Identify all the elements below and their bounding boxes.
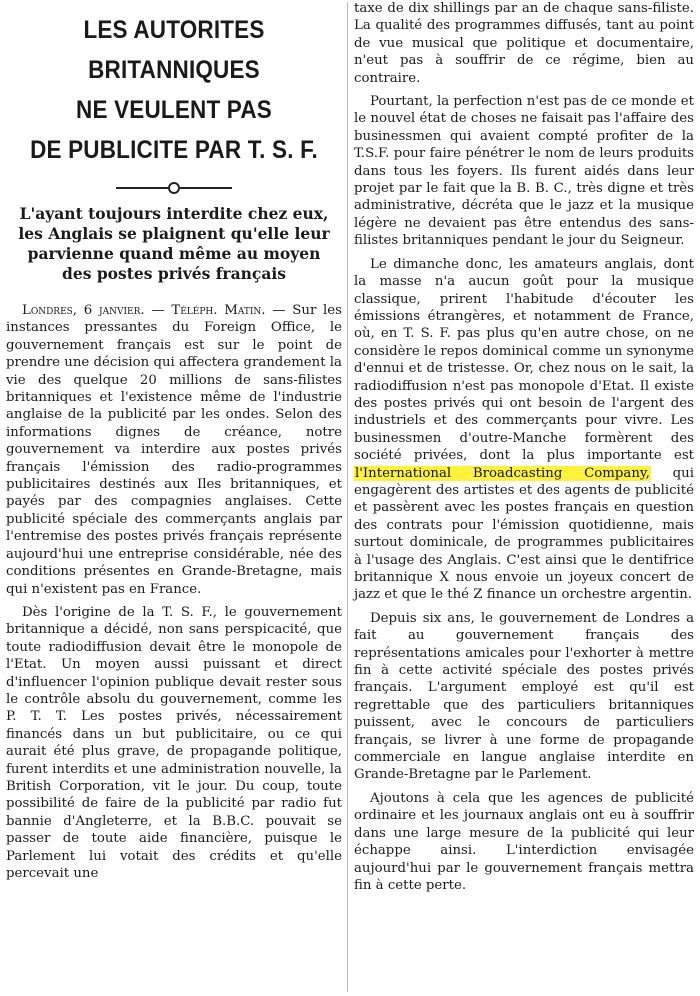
subheadline: L'ayant toujours interdite chez eux, les Anglais se plaignent qu'elle leur parvienne quand même au moyen des postes privés français <box>18 204 330 283</box>
paragraph-6: Depuis six ans, le gouvernement de Londres a fait au gouvernement français des représentations amicales pour l'exhorter à mettre fin à cette activité spéciale des postes privés français. L'argument employé est qu'il est regrettable que des particuliers britanniques puissent, avec le concours de particuliers français, se livrer à une forme de propagande commerciale en langue anglaise interdite en Grande-Bretagne par le Parlement. <box>354 610 694 783</box>
left-column <box>6 0 342 882</box>
paragraph-4: Pourtant, la perfection n'est pas de ce monde et le nouvel état de choses ne faisait pas l'affaire des businessmen qui avaient compté profiter de la T.S.F. pour faire pénétrer le nom de leurs produits dans tous les foyers. Ils furent aidés dans leur projet par le fait que la B. B. C., très digne et très administrative, décréta que le jazz et la musique légère ne devaient pas être entendus des sans-filistes britanniques pendant le jour du Seigneur. <box>354 94 694 249</box>
ornament-divider <box>6 182 342 194</box>
paragraph-1-text: Sur les instances pressantes du Foreign Office, le gouvernement français est sur le point de prendre une décision qui affectera grandement la vie des quelque 20 millions de sans-filistes britanniques et l'existence même de l'industrie anglaise de la publicité par les ondes. Selon des informations dignes de créance, notre gouvernement va interdire aux postes privés français l'émission des radio-programmes publicitaires destinés aux Iles britanniques, et payés par des compagnies anglaises. Cette publicité spéciale des commerçants anglais par l'entremise des postes privés français représente aujourd'hui une entreprise considérable, née des conditions présentes en Grande-Bretagne, mais qui n'existent pas en France. <box>6 303 342 597</box>
paragraph-5-text: Le dimanche donc, les amateurs anglais, dont la masse n'a aucun goût pour la musique classique, prirent l'habitude d'écouter les émissions étrangères, et notamment de France, où, en T. S. F. pas plus qu'en autre chose, on ne considère le repos dominical comme un synonyme d'ennui et de tristesse. Or, chez nous on le sait, la radiodiffusion n'est pas monopole d'Etat. Il existe des postes privés qui ont besoin de l'argent des industriels et des commerçants pour vivre. Les businessmen d'outre-Manche formèrent des société privées, dont la plus importante est <box>354 256 694 464</box>
headline-line-3: DE PUBLICITE PAR T. S. F. <box>30 136 318 164</box>
paragraph-3: taxe de dix shillings par an de chaque sans-filiste. La qualité des programmes diffusés, tant au point de vue musical que politique et documentaire, n'eut pas à souffrir de ce régime, bien au contraire. <box>354 1 694 86</box>
paragraph-5-continued: qui engagèrent des artistes et des agents de publicité et passèrent avec les postes français en question des contrats pour l'émission quotidienne, mais surtout dominicale, de programmes publicitaires à l'usage des Anglais. C'est ainsi que le dentifrice britannique X nous envoie un joyeux concert de jazz et que le thé Z finance un orchestre argentin. <box>354 465 694 603</box>
headline-line-2: NE VEULENT PAS <box>76 96 272 124</box>
paragraph-5 <box>354 256 694 604</box>
headline <box>23 10 325 170</box>
paragraph-1 <box>6 302 342 598</box>
headline-line-1: LES AUTORITES BRITANNIQUES <box>83 16 265 84</box>
paragraph-7: Ajoutons à cela que les agences de publicité ordinaire et les journaux anglais ont eu à souffrir dans une large mesure de la publicité qui leur échappe ainsi. L'interdiction envisagée aujourd'hui par le gouvernement français mettra fin à cette perte. <box>354 790 694 893</box>
right-column <box>354 0 694 894</box>
dateline: Londres, 6 janvier. — Téléph. Matin. — <box>22 303 286 318</box>
paragraph-2: Dès l'origine de la T. S. F., le gouvernement britannique a décidé, non sans perspicacité, que toute radiodiffusion devait être le monopole de l'Etat. Un moyen aussi puissant et direct d'influencer l'opinion publique devait rester sous le contrôle absolu du gouvernement, comme les P. T. T. Les postes privés, nécessairement financés dans un but publicitaire, ou ce qui aurait été plus grave, de propagande politique, furent interdits et une administration nouvelle, la British Corporation, vit le jour. Du coup, toute possibilité de faire de la publicité par radio fut bannie d'Angleterre, et la B.B.C. pouvait se passer de toute aide financière, puisque le Parlement lui votait des crédits et qu'elle percevait une <box>6 604 342 881</box>
column-divider <box>347 2 348 992</box>
highlighted-company-name: l'International Broadcasting Company, <box>355 465 650 481</box>
